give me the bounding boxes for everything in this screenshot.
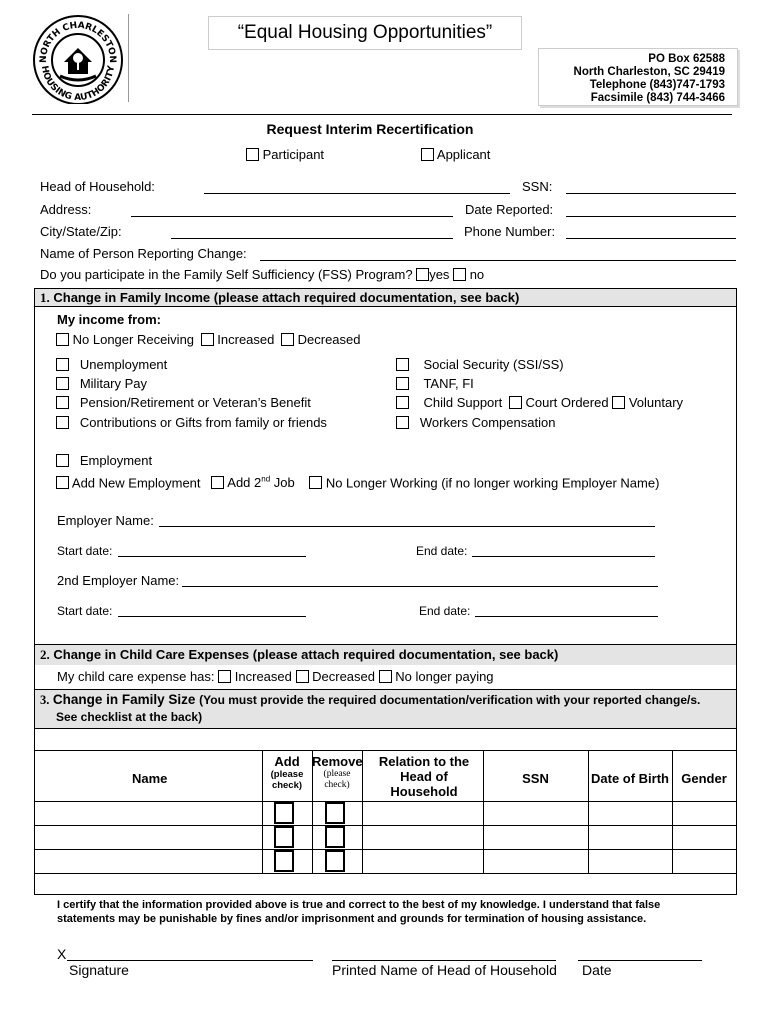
add-2nd-job-suffix: Job bbox=[270, 475, 295, 491]
ssn-field[interactable] bbox=[566, 193, 736, 194]
po-box: PO Box 62588 bbox=[648, 53, 725, 65]
income-source-item[interactable] bbox=[56, 395, 311, 410]
contact-address-block bbox=[538, 48, 738, 106]
table-header-gender: Gender bbox=[681, 771, 727, 786]
date-label: Date bbox=[582, 962, 612, 978]
social-security-checkbox[interactable] bbox=[396, 358, 409, 371]
no-longer-working-label: No Longer Working (if no longer working Employer Name) bbox=[325, 475, 660, 491]
participant-checkbox[interactable] bbox=[246, 148, 259, 161]
applicant-label: Applicant bbox=[436, 147, 491, 162]
add-header-text: Add bbox=[274, 754, 300, 769]
workers-comp-checkbox[interactable] bbox=[396, 416, 409, 429]
my-income-from: My income from: bbox=[57, 312, 162, 327]
employment-checkbox[interactable] bbox=[56, 454, 69, 467]
address-label: Address: bbox=[40, 202, 92, 217]
printed-name-field[interactable] bbox=[332, 960, 556, 961]
name-reporting-field[interactable] bbox=[260, 260, 736, 261]
unemployment-label: Unemployment bbox=[79, 357, 168, 372]
telephone: Telephone (843)747-1793 bbox=[589, 79, 725, 91]
income-decreased-checkbox[interactable] bbox=[281, 333, 294, 346]
section3-title bbox=[40, 692, 700, 708]
phone-number-field[interactable] bbox=[566, 238, 736, 239]
add-2nd-job-checkbox[interactable] bbox=[211, 476, 224, 489]
section1-title-text: Change in Family Income (please attach required documentation, see back) bbox=[53, 290, 520, 305]
fss-yes-checkbox[interactable] bbox=[416, 268, 429, 281]
form-title: Request Interim Recertification bbox=[266, 121, 474, 137]
voluntary-checkbox[interactable] bbox=[612, 396, 625, 409]
end-date-field[interactable] bbox=[472, 556, 655, 557]
row2-remove-checkbox[interactable] bbox=[325, 826, 345, 848]
child-care-increased-label: Increased bbox=[234, 669, 292, 684]
add-header-sub: (please check) bbox=[270, 769, 304, 791]
fss-no-checkbox[interactable] bbox=[453, 268, 466, 281]
child-care-decreased-label: Decreased bbox=[312, 669, 375, 684]
address-field[interactable] bbox=[131, 216, 453, 217]
end-date-label: End date: bbox=[416, 544, 468, 558]
no-longer-receiving-label: No Longer Receiving bbox=[72, 332, 195, 347]
income-source-item[interactable] bbox=[396, 415, 555, 430]
table-header-add bbox=[262, 754, 312, 791]
second-employer-name-label: 2nd Employer Name: bbox=[57, 573, 180, 588]
city-state-zip-label: City/State/Zip: bbox=[40, 224, 122, 239]
table-header-dob: Date of Birth bbox=[591, 771, 669, 786]
participant-option[interactable] bbox=[246, 147, 324, 162]
table-header-remove bbox=[312, 754, 362, 791]
child-support-checkbox[interactable] bbox=[396, 396, 409, 409]
add-2nd-job-label bbox=[227, 475, 294, 490]
fss-question-text: Do you participate in the Family Self Sufficiency (FSS) Program? bbox=[40, 267, 413, 282]
income-change-options bbox=[56, 332, 361, 347]
section2-title-text: Change in Child Care Expenses (please attach required documentation, see back) bbox=[53, 647, 559, 662]
table-header-ssn: SSN bbox=[522, 771, 549, 786]
date-field[interactable] bbox=[578, 960, 702, 961]
section1-number: 1. bbox=[40, 290, 50, 305]
second-start-date-field[interactable] bbox=[118, 616, 306, 617]
facsimile: Facsimile (843) 744-3466 bbox=[590, 92, 725, 104]
contributions-checkbox[interactable] bbox=[56, 416, 69, 429]
court-ordered-checkbox[interactable] bbox=[509, 396, 522, 409]
applicant-option[interactable] bbox=[421, 147, 490, 162]
income-source-item[interactable] bbox=[56, 357, 167, 372]
income-source-item[interactable] bbox=[56, 376, 147, 391]
employer-name-field[interactable] bbox=[159, 526, 655, 527]
signature-x-mark: X bbox=[57, 946, 67, 962]
section3-number: 3. bbox=[40, 693, 50, 707]
signature-label: Signature bbox=[69, 962, 129, 978]
section2-title bbox=[40, 647, 558, 663]
row3-remove-checkbox[interactable] bbox=[325, 850, 345, 872]
phone-number-label: Phone Number: bbox=[464, 224, 556, 239]
head-of-household-field[interactable] bbox=[204, 193, 510, 194]
city-state-zip-field[interactable] bbox=[171, 238, 453, 239]
remove-header-sub: (please check) bbox=[323, 769, 351, 790]
child-support-label: Child Support bbox=[423, 395, 503, 410]
date-reported-field[interactable] bbox=[566, 216, 736, 217]
no-longer-paying-checkbox[interactable] bbox=[379, 670, 392, 683]
name-reporting-label: Name of Person Reporting Change: bbox=[40, 246, 247, 261]
fss-yes-label: yes bbox=[429, 267, 450, 282]
second-start-date-label: Start date: bbox=[57, 604, 113, 618]
fss-no-label: no bbox=[469, 267, 485, 282]
child-care-options bbox=[57, 669, 494, 684]
employment-options bbox=[56, 475, 659, 490]
row1-add-checkbox[interactable] bbox=[274, 802, 294, 824]
certification-statement: I certify that the information provided above is true and correct to the best of my knowledge. I understand that false statements may be punishable by fines and/or imprisonment and grounds for termination of housing assistance. bbox=[57, 899, 661, 925]
svg-text:NORTH CHARLESTON: NORTH CHARLESTON bbox=[38, 20, 118, 64]
tanf-label: TANF, FI bbox=[423, 376, 474, 391]
section1-title bbox=[40, 290, 519, 306]
add-new-employment-label: Add New Employment bbox=[71, 475, 201, 491]
signature-field[interactable] bbox=[67, 960, 313, 961]
table-header-name: Name bbox=[132, 771, 168, 786]
income-source-item[interactable] bbox=[396, 376, 474, 391]
second-employer-name-field[interactable] bbox=[182, 586, 658, 587]
remove-header-text: Remove bbox=[312, 754, 363, 769]
applicant-checkbox[interactable] bbox=[421, 148, 434, 161]
add-new-employment-checkbox[interactable] bbox=[56, 476, 69, 489]
social-security-label: Social Security (SSI/SS) bbox=[423, 357, 564, 372]
income-source-item[interactable] bbox=[56, 415, 327, 430]
no-longer-receiving-checkbox[interactable] bbox=[56, 333, 69, 346]
second-end-date-field[interactable] bbox=[475, 616, 658, 617]
child-care-increased-checkbox[interactable] bbox=[218, 670, 231, 683]
income-increased-label: Increased bbox=[217, 332, 275, 347]
unemployment-checkbox[interactable] bbox=[56, 358, 69, 371]
employment-item[interactable] bbox=[56, 453, 152, 468]
head-of-household-label: Head of Household: bbox=[40, 179, 155, 194]
no-longer-working-checkbox[interactable] bbox=[309, 476, 322, 489]
participant-label: Participant bbox=[262, 147, 325, 162]
court-ordered-label: Court Ordered bbox=[525, 395, 609, 410]
city-zip: North Charleston, SC 29419 bbox=[573, 66, 725, 78]
date-reported-label: Date Reported: bbox=[465, 202, 554, 217]
second-end-date-label: End date: bbox=[419, 604, 471, 618]
voluntary-label: Voluntary bbox=[628, 395, 684, 410]
printed-name-label: Printed Name of Head of Household bbox=[332, 962, 557, 978]
workers-comp-label: Workers Compensation bbox=[419, 415, 556, 430]
row3-add-checkbox[interactable] bbox=[274, 850, 294, 872]
add-2nd-job-text: Add 2 bbox=[227, 475, 262, 491]
contributions-label: Contributions or Gifts from family or friends bbox=[79, 415, 327, 430]
section2-number: 2. bbox=[40, 647, 50, 662]
row1-remove-checkbox[interactable] bbox=[325, 802, 345, 824]
income-decreased-label: Decreased bbox=[297, 332, 361, 347]
pension-checkbox[interactable] bbox=[56, 396, 69, 409]
employer-name-label: Employer Name: bbox=[57, 513, 154, 528]
table-header-relation: Relation to the Head of Household bbox=[378, 754, 470, 799]
employment-label: Employment bbox=[79, 453, 153, 468]
row2-add-checkbox[interactable] bbox=[274, 826, 294, 848]
section3-title-rest: (You must provide the required documentation/verification with your reported change/s. bbox=[199, 693, 701, 707]
child-care-decreased-checkbox[interactable] bbox=[296, 670, 309, 683]
tanf-checkbox[interactable] bbox=[396, 377, 409, 390]
section3-title-line2: See checklist at the back) bbox=[56, 710, 203, 724]
military-pay-checkbox[interactable] bbox=[56, 377, 69, 390]
income-source-item[interactable] bbox=[396, 357, 564, 372]
ssn-label: SSN: bbox=[522, 179, 553, 194]
housing-authority-logo bbox=[26, 14, 130, 104]
no-longer-paying-label: No longer paying bbox=[395, 669, 494, 684]
slogan: “Equal Housing Opportunities” bbox=[208, 16, 522, 50]
add-2nd-job-sup: nd bbox=[261, 475, 271, 484]
child-care-expense-label: My child care expense has: bbox=[57, 669, 215, 684]
svg-text:HOUSING AUTHORITY: HOUSING AUTHORITY bbox=[38, 64, 118, 104]
income-source-item[interactable] bbox=[396, 395, 683, 410]
income-increased-checkbox[interactable] bbox=[201, 333, 214, 346]
fss-question bbox=[40, 267, 484, 282]
pension-label: Pension/Retirement or Veteran’s Benefit bbox=[79, 395, 311, 410]
military-pay-label: Military Pay bbox=[79, 376, 148, 391]
start-date-field[interactable] bbox=[118, 556, 306, 557]
start-date-label: Start date: bbox=[57, 544, 113, 558]
section3-title-bold: Change in Family Size bbox=[52, 692, 200, 707]
